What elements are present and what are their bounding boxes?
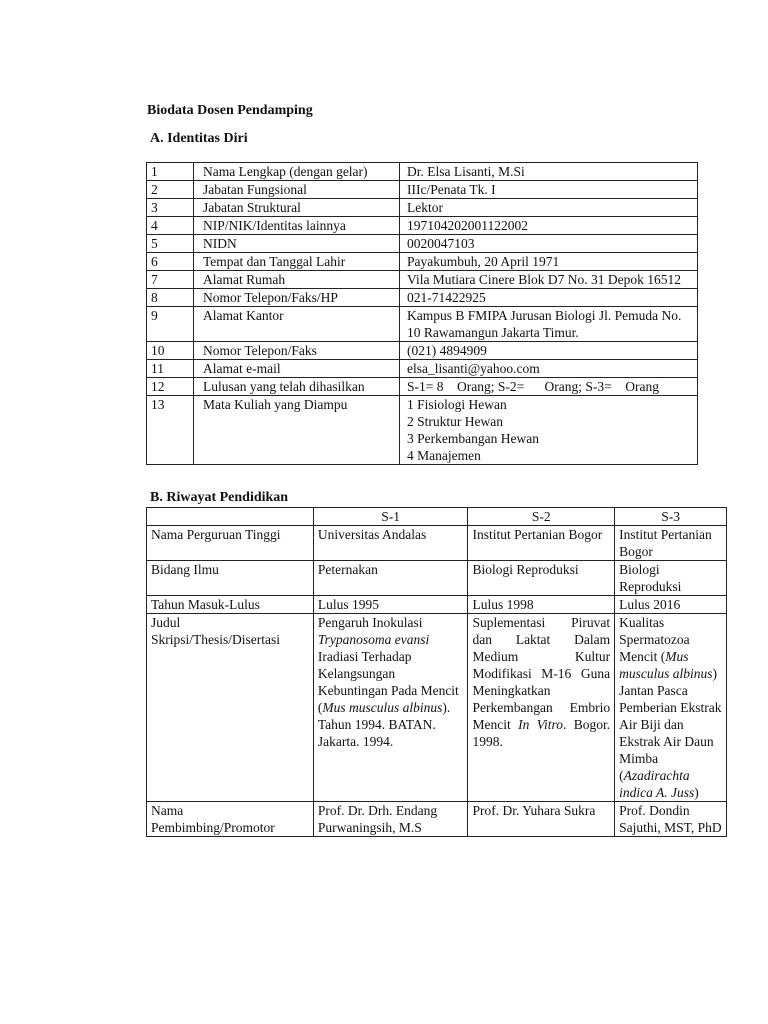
row-label: Alamat e-mail [194, 360, 400, 378]
row-label: Nama Perguruan Tinggi [147, 526, 314, 561]
row-value: IIIc/Penata Tk. I [400, 181, 698, 199]
column-header: S-1 [313, 508, 468, 526]
course-item: 1 Fisiologi Hewan [407, 397, 507, 412]
table-row [147, 271, 698, 289]
text-run: ) Jantan Pasca Pemberian Ekstrak Air Biji dan Ekstrak Air Daun Mimba ( [619, 666, 722, 783]
row-label: Nomor Telepon/Faks [194, 342, 400, 360]
row-label: Alamat Rumah [194, 271, 400, 289]
table-row [147, 360, 698, 378]
italic-run: In Vitro [518, 717, 563, 732]
text-run: Iradiasi Terhadap Kelangsungan Kebuntingan Pada Mencit ( [317, 649, 459, 715]
row-number: 7 [147, 271, 194, 289]
row-label: Nomor Telepon/Faks/HP [194, 289, 400, 307]
table-row [147, 217, 698, 235]
row-value: Vila Mutiara Cinere Blok D7 No. 31 Depok 16512 [400, 271, 698, 289]
row-value: Lektor [400, 199, 698, 217]
row-label: Alamat Kantor [194, 307, 400, 342]
cell-s2-thesis [468, 614, 615, 802]
row-number: 2 [147, 181, 194, 199]
cell-s2: Institut Pertanian Bogor [468, 526, 615, 561]
row-number: 11 [147, 360, 194, 378]
document-title: Biodata Dosen Pendamping [147, 103, 313, 118]
cell-s1: Peternakan [313, 561, 468, 596]
text-run: ) [694, 785, 699, 800]
section-b-heading: B. Riwayat Pendidikan [150, 490, 289, 505]
row-number: 5 [147, 235, 194, 253]
text-run: Kualitas Spermatozoa Mencit ( [619, 615, 690, 664]
course-item: 2 Struktur Hewan [407, 414, 503, 429]
row-value: 197104202001122002 [400, 217, 698, 235]
cell-s3: Institut Pertanian Bogor [615, 526, 727, 561]
table-row [147, 596, 727, 614]
table-row [147, 526, 727, 561]
row-label: Mata Kuliah yang Diampu [194, 396, 400, 465]
row-number: 9 [147, 307, 194, 342]
row-label: Tahun Masuk-Lulus [147, 596, 314, 614]
row-label: Nama Lengkap (dengan gelar) [194, 163, 400, 181]
row-number: 6 [147, 253, 194, 271]
text-run: Pengaruh Inokulasi [317, 615, 423, 630]
cell-s3: Prof. Dondin Sajuthi, MST, PhD [615, 802, 727, 837]
cell-s2: Lulus 1998 [468, 596, 615, 614]
row-value: Kampus B FMIPA Jurusan Biologi Jl. Pemuda No. 10 Rawamangun Jakarta Timur. [400, 307, 698, 342]
table-row [147, 342, 698, 360]
table-row [147, 802, 727, 837]
row-number: 3 [147, 199, 194, 217]
table-header-row [147, 508, 727, 526]
text-run: ). Tahun 1994. BATAN. Jakarta. 1994. [317, 700, 451, 749]
cell-s3: Biologi Reproduksi [615, 561, 727, 596]
cell-s3-thesis [615, 614, 727, 802]
text-run: Suplementasi Piruvat dan Laktat Dalam Medium Kultur Modifikasi M-16 Guna Meningkatkan Perkembangan Embrio Mencit [472, 615, 611, 732]
row-number: 4 [147, 217, 194, 235]
row-number: 8 [147, 289, 194, 307]
table-row [147, 307, 698, 342]
row-label: Bidang Ilmu [147, 561, 314, 596]
row-label: NIDN [194, 235, 400, 253]
column-header: S-2 [468, 508, 615, 526]
table-row [147, 289, 698, 307]
row-label: Judul Skripsi/Thesis/Disertasi [147, 614, 314, 802]
table-row [147, 163, 698, 181]
text-run: . Bogor. 1998. [472, 717, 611, 749]
row-label: NIP/NIK/Identitas lainnya [194, 217, 400, 235]
row-label: Jabatan Struktural [194, 199, 400, 217]
table-row [147, 253, 698, 271]
row-value: Dr. Elsa Lisanti, M.Si [400, 163, 698, 181]
cell-s1: Universitas Andalas [313, 526, 468, 561]
row-value: 0020047103 [400, 235, 698, 253]
cell-s2: Biologi Reproduksi [468, 561, 615, 596]
education-table [146, 507, 727, 837]
cell-s1: Prof. Dr. Drh. Endang Purwaningsih, M.S [313, 802, 468, 837]
row-label: Lulusan yang telah dihasilkan [194, 378, 400, 396]
row-label: Tempat dan Tanggal Lahir [194, 253, 400, 271]
courses-list [400, 396, 698, 465]
row-number: 13 [147, 396, 194, 465]
identity-table [146, 162, 698, 465]
table-row [147, 378, 698, 396]
italic-run: Azadirachta indica A. Juss [619, 768, 695, 800]
italic-run: Mus musculus albinus [322, 700, 443, 715]
column-header: S-3 [615, 508, 727, 526]
row-value: 021-71422925 [400, 289, 698, 307]
row-number: 1 [147, 163, 194, 181]
italic-run: Trypanosoma evansi [317, 632, 430, 647]
italic-run: Mus musculus albinus [619, 649, 713, 681]
row-value: (021) 4894909 [400, 342, 698, 360]
row-label: Jabatan Fungsional [194, 181, 400, 199]
course-item: 4 Manajemen [407, 448, 481, 463]
table-row [147, 181, 698, 199]
table-row [147, 235, 698, 253]
course-item: 3 Perkembangan Hewan [407, 431, 539, 446]
cell-s2: Prof. Dr. Yuhara Sukra [468, 802, 615, 837]
row-label: Nama Pembimbing/Promotor [147, 802, 314, 837]
email-value: elsa_lisanti@yahoo.com [400, 360, 698, 378]
cell-s1-thesis [313, 614, 468, 802]
row-value: S-1= 8 Orang; S-2= Orang; S-3= Orang [400, 378, 698, 396]
header-empty-cell [147, 508, 314, 526]
table-row [147, 614, 727, 802]
table-row [147, 199, 698, 217]
table-row [147, 396, 698, 465]
row-value: Payakumbuh, 20 April 1971 [400, 253, 698, 271]
row-number: 12 [147, 378, 194, 396]
cell-s1: Lulus 1995 [313, 596, 468, 614]
cell-s3: Lulus 2016 [615, 596, 727, 614]
table-row [147, 561, 727, 596]
section-a-heading: A. Identitas Diri [150, 131, 248, 146]
row-number: 10 [147, 342, 194, 360]
